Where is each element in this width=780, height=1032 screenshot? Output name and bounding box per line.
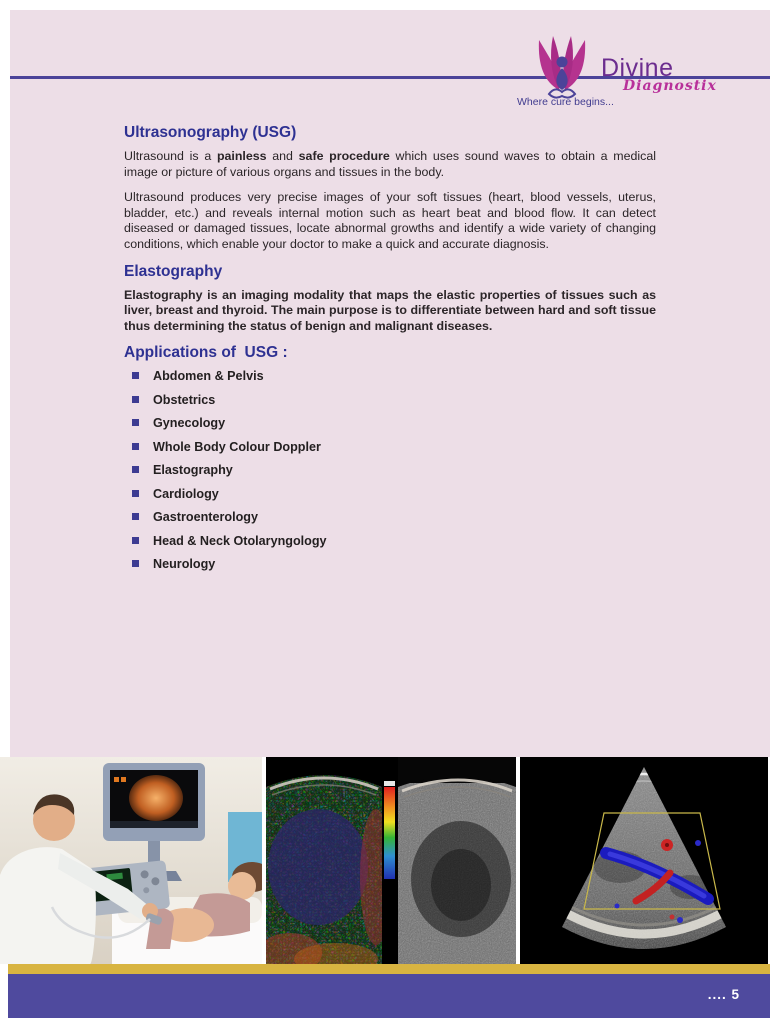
- bullet-square-icon: [132, 443, 139, 450]
- application-label: Gynecology: [153, 416, 226, 431]
- brand-subname: Diagnostix: [623, 78, 717, 94]
- brand-logo: [505, 28, 735, 112]
- list-item: [132, 440, 656, 454]
- bullet-square-icon: [132, 490, 139, 497]
- applications-list: [124, 369, 656, 571]
- application-label: Elastography: [153, 463, 233, 478]
- elastography-section-title: Elastography: [124, 262, 223, 280]
- elastography-paragraph: Elastography is an imaging modality that maps the elastic properties of tissues such as liver, breast and thyroid. The main purpose is to differentiate between hard and soft tissue thus determining the status of benign and malignant diseases.: [124, 287, 656, 333]
- list-item: [132, 393, 656, 407]
- list-item: [132, 416, 656, 430]
- application-label: Neurology: [153, 557, 216, 572]
- elastography-scan: [266, 757, 516, 964]
- application-label: Gastroenterology: [153, 510, 258, 525]
- list-item: [132, 487, 656, 501]
- text-run: Ultrasound is a: [124, 149, 217, 163]
- list-item: [132, 534, 656, 548]
- applications-section-title: Applications of USG :: [124, 344, 288, 362]
- application-label: Cardiology: [153, 486, 219, 501]
- ultrasound-exam-photo: [0, 757, 262, 964]
- bullet-square-icon: [132, 466, 139, 473]
- list-item: [132, 557, 656, 571]
- application-label: Abdomen & Pelvis: [153, 369, 264, 384]
- usg-section-title: Ultrasonography (USG): [124, 124, 297, 141]
- page-number: .... 5: [707, 987, 740, 1002]
- bullet-square-icon: [132, 396, 139, 403]
- application-label: Whole Body Colour Doppler: [153, 439, 321, 454]
- text-run-bold: painless: [216, 149, 267, 163]
- list-item: [132, 369, 656, 383]
- gold-divider-stripe: [8, 964, 770, 974]
- text-run-bold: safe procedure: [298, 149, 390, 163]
- brand-name: Divine: [601, 54, 674, 82]
- bullet-square-icon: [132, 419, 139, 426]
- main-content: [124, 124, 656, 581]
- list-item: [132, 463, 656, 477]
- divine-wings-icon: [523, 32, 601, 104]
- usg-paragraph-1: [124, 149, 656, 180]
- list-item: [132, 510, 656, 524]
- bullet-square-icon: [132, 560, 139, 567]
- text-run: which uses sound waves to obtain a medical image or picture of various organs and tissues in the body.: [124, 149, 656, 179]
- colour-doppler-scan: [520, 757, 768, 964]
- text-run: and: [266, 149, 299, 163]
- brand-tagline: Where cure begins...: [517, 96, 614, 108]
- application-label: Obstetrics: [153, 392, 216, 407]
- footer-bar: [8, 974, 770, 1018]
- usg-paragraph-2: Ultrasound produces very precise images of your soft tissues (heart, blood vessels, uterus, bladder, etc.) and reveals internal motion such as heart beat and blood flow. It can detect diseased or damaged tissues, locate abnormal growths and identify a wide variety of changing conditions, which enable your doctor to make a quick and accurate diagnosis.: [124, 190, 656, 251]
- bullet-square-icon: [132, 513, 139, 520]
- bullet-square-icon: [132, 372, 139, 379]
- application-label: Head & Neck Otolaryngology: [153, 533, 327, 548]
- bullet-square-icon: [132, 537, 139, 544]
